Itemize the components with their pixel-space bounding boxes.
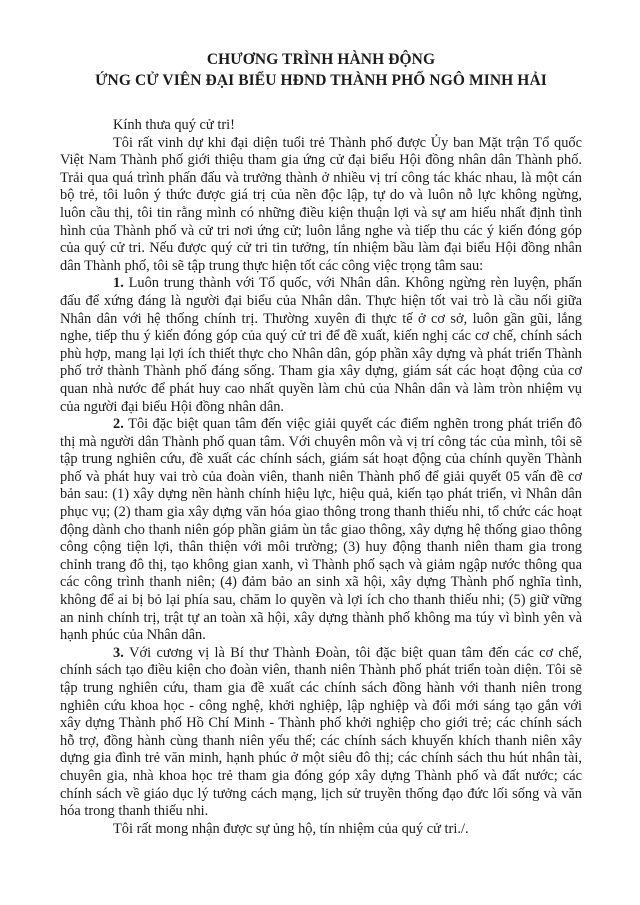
- paragraph-text: Với cương vị là Bí thư Thành Đoàn, tôi đặc biệt quan tâm đến các cơ chế, chính sách tạo điều kiện cho đoàn viên, thanh niên Thành phố phát triển toàn diện. Tôi sẽ tập trung nghiên cứu, tham gia đề xuất các chính sách đồng hành với thanh niên trong nghiên cứu khoa học - công nghệ, khởi nghiệp, lập nghiệp và đổi mới sáng tạo gắn với xây dựng Thành phố Hồ Chí Minh - Thành phố khởi nghiệp cho giới trẻ; các chính sách hỗ trợ, đồng hành cùng thanh niên yếu thế; các chính sách khuyến khích thanh niên xây dựng gia đình trẻ văn minh, hạnh phúc ở một siêu đô thị; các chính sách thu hút nhân tài, chuyên gia, nhà khoa học trẻ tham gia đóng góp xây dựng Thành phố và đất nước; các chính sách về giáo dục lý tưởng cách mạng, lịch sử truyền thống đạo đức lối sống và văn hóa trong thanh thiếu nhi.: [60, 644, 582, 820]
- document-body: [60, 117, 582, 838]
- paragraph-text: Tôi đặc biệt quan tâm đến việc giải quyết các điểm nghẽn trong phát triển đô thị mà người dân Thành phố quan tâm. Với chuyên môn và vị trí công tác của mình, tôi sẽ tập trung nghiên cứu, đề xuất các chính sách, giám sát hoạt động của chính quyền Thành phố và phát huy vai trò của đoàn viên, thanh niên Thành phố để giải quyết 05 vấn đề cơ bản sau: (1) xây dựng nền hành chính hiệu lực, hiệu quả, kiến tạo phát triển, vì Nhân dân phục vụ; (2) tham gia xây dựng văn hóa giao thông trong thanh thiếu nhi, tổ chức các hoạt động dành cho thanh niên góp phần giảm ùn tắc giao thông, xây dựng hệ thống giao thông công cộng tiện lợi, thân thiện với môi trường; (3) huy động thanh niên tham gia trong chỉnh trang đô thị, tạo không gian xanh, vì Thành phố sạch và giảm ngập nước thông qua các công trình thanh niên; (4) đảm bảo an sinh xã hội, xây dựng Thành phố nghĩa tình, không để ai bị bỏ lại phía sau, chăm lo quyền và lợi ích cho thanh thiếu nhi; (5) giữ vững an ninh chính trị, trật tự an toàn xã hội, xây dựng thành phố không ma túy vì bình yên và hạnh phúc của Nhân dân.: [60, 416, 582, 644]
- paragraph-number: 1.: [113, 275, 129, 292]
- paragraph-text: Tôi rất vinh dự khi đại diện tuổi trẻ Thành phố được Ủy ban Mặt trận Tổ quốc Việt Nam Thành phố giới thiệu tham gia ứng cử đại biểu Hội đồng nhân dân Thành phố. Trải qua quá trình phấn đấu và trưởng thành ở nhiều vị trí công tác khác nhau, là một cán bộ trẻ, tôi luôn ý thức được giá trị của nền độc lập, tự do và luôn nỗ lực không ngừng, luôn cầu thị, tôi tin rằng mình có những điều kiện thuận lợi và sự am hiểu nhất định tình hình của Thành phố và cử tri nơi ứng cử; luôn lắng nghe và tiếp thu các ý kiến đóng góp của quý cử tri. Nếu được quý cử tri tin tưởng, tín nhiệm bầu làm đại biểu Hội đồng nhân dân Thành phố, tôi sẽ tập trung thực hiện tốt các công việc trọng tâm sau:: [60, 134, 582, 274]
- document-title-line2: ỨNG CỬ VIÊN ĐẠI BIỂU HĐND THÀNH PHỐ NGÔ MINH HẢI: [95, 71, 547, 89]
- salutation: Kính thưa quý cử tri!: [113, 117, 235, 133]
- paragraph-number: 2.: [113, 416, 129, 433]
- paragraph-text: Tôi rất mong nhận được sự ủng hộ, tín nhiệm của quý cử tri./.: [113, 820, 469, 837]
- paragraph-number: 3.: [113, 644, 130, 661]
- paragraph: [60, 416, 582, 645]
- paragraph: [60, 821, 582, 839]
- paragraph-text: Luôn trung thành với Tổ quốc, với Nhân dân. Không ngừng rèn luyện, phấn đấu để xứng đáng là người đại biểu của Nhân dân. Thực hiện tốt vai trò là cầu nối giữa Nhân dân với hệ thống chính trị. Thường xuyên đi thực tế ở cơ sở, luôn gần gũi, lắng nghe, tiếp thu ý kiến đóng góp của quý cử tri để đề xuất, kiến nghị các cơ chế, chính sách phù hợp, mang lại lợi ích thiết thực cho Nhân dân, góp phần xây dựng và phát triển Thành phố trở thành Thành phố đáng sống. Tham gia xây dựng, giám sát các hoạt động của cơ quan nhà nước để phát huy cao nhất quyền làm chủ của Nhân dân và làm tròn nhiệm vụ của người đại biểu Hội đồng nhân dân.: [60, 275, 582, 415]
- paragraph: [60, 645, 582, 821]
- document-title: [60, 50, 582, 91]
- paragraph: [60, 135, 582, 276]
- document-title-line1: CHƯƠNG TRÌNH HÀNH ĐỘNG: [206, 51, 436, 68]
- paragraph: [60, 275, 582, 416]
